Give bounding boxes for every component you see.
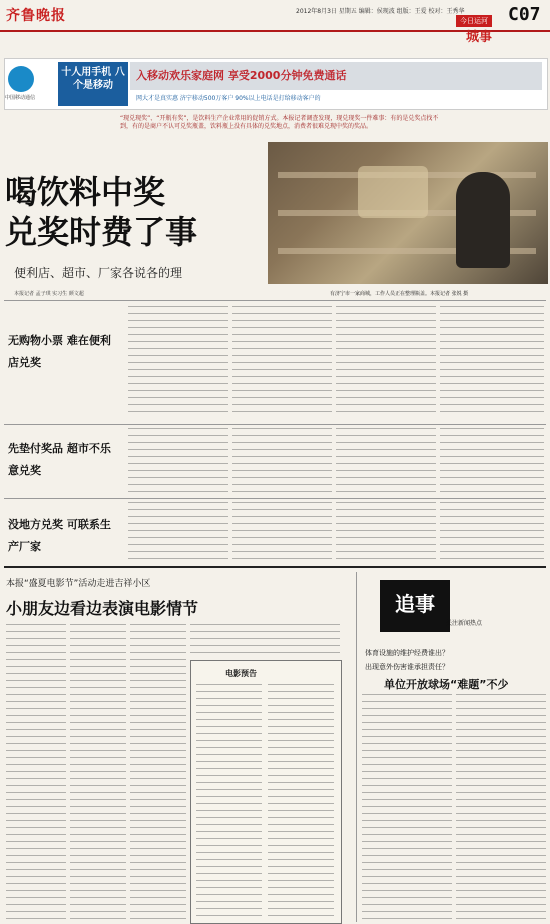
feature-question-2: 出现意外伤害谁承担责任？ <box>365 663 449 671</box>
ad-headline: 入移动欢乐家庭网 享受2000分钟免费通话 <box>136 69 347 82</box>
feature-tag: 关注新闻热点 <box>446 620 483 627</box>
newspaper-logo: 齐鲁晚报 <box>6 8 66 24</box>
body-column <box>440 306 544 418</box>
section-heading-text: 无购物小票 难在便利店兑奖 <box>8 334 111 369</box>
feature-seal: 追事 <box>380 580 450 632</box>
body-column <box>232 502 332 560</box>
body-column <box>232 428 332 494</box>
body-column <box>336 428 436 494</box>
film-intro: 本报“盛夏电影节”活动走进吉祥小区 <box>6 579 151 589</box>
page-number: C07 <box>508 4 541 25</box>
divider <box>4 566 546 568</box>
lead-photo <box>268 142 548 284</box>
column-label: 今日运河 <box>456 15 492 27</box>
lead-title <box>5 172 270 252</box>
ad-brand: 中国移动通信 <box>5 95 36 101</box>
photo-caption: 有济宁市一家商城，工作人员正在整理瓶盖。本报记者 张锐 摄 <box>330 291 469 297</box>
lead-quote: “现兑现奖”、“开瓶有奖”，是饮料生产企业常用的促销方式。本报记者调查发现，现兑现奖一件难事：有的是兑奖点找不到，有的是商户不认可兑奖瓶盖，饮料瓶上没有具体的兑奖地点，消费者很难兑现中奖的奖品。 <box>120 115 439 130</box>
section-heading-text: 没地方兑奖 可联系生产厂家 <box>8 518 111 553</box>
preview-title: 电影预告 <box>225 669 257 678</box>
section-heading-text: 先垫付奖品 超市不乐意兑奖 <box>8 442 111 477</box>
body-column <box>456 694 546 920</box>
film-title: 小朋友边看边表演电影情节 <box>6 599 199 618</box>
lead-byline: 本报记者 孟子琪 实习生 颜文超 <box>14 291 84 297</box>
divider <box>4 498 546 499</box>
body-column <box>440 502 544 560</box>
feature-question-1: 体育设施的维护经费谁出？ <box>365 649 449 657</box>
body-column <box>196 684 262 916</box>
body-column <box>128 428 228 494</box>
body-column <box>128 502 228 560</box>
ad-left-slogan: 十人用手机 八个是移动 <box>58 62 128 106</box>
body-column <box>70 624 126 920</box>
photo-person <box>456 172 510 268</box>
china-mobile-logo-icon <box>8 66 34 92</box>
divider <box>4 424 546 425</box>
body-column <box>336 306 436 418</box>
body-column <box>130 624 186 920</box>
lead-subtitle: 便利店、超市、厂家各说各的理 <box>14 266 183 280</box>
body-column <box>232 306 332 418</box>
dateline: 2012年8月3日 星期五 编辑：侯现波 组版：王爱 校对：王秀华 <box>296 8 465 15</box>
body-column <box>6 624 66 920</box>
body-column <box>268 684 334 916</box>
body-column <box>190 624 340 656</box>
feature-title: 单位开放球场“难题”不少 <box>384 678 509 691</box>
lead-title-line2: 兑奖时费了事 <box>5 213 198 251</box>
divider <box>4 300 546 301</box>
body-column <box>128 306 228 418</box>
section-heading <box>8 330 118 374</box>
section-heading <box>8 438 118 482</box>
section-label: 城事 <box>466 30 493 45</box>
body-column <box>362 694 452 920</box>
section-heading <box>8 514 118 558</box>
divider <box>356 572 357 922</box>
lead-title-line1: 喝饮料中奖 <box>5 173 166 211</box>
ad-subline: 网大才是真实惠 济宁移动500万客户 90%以上电话是打给移动客户的 <box>136 95 321 102</box>
body-column <box>440 428 544 494</box>
photo-counter <box>358 166 428 218</box>
body-column <box>336 502 436 560</box>
